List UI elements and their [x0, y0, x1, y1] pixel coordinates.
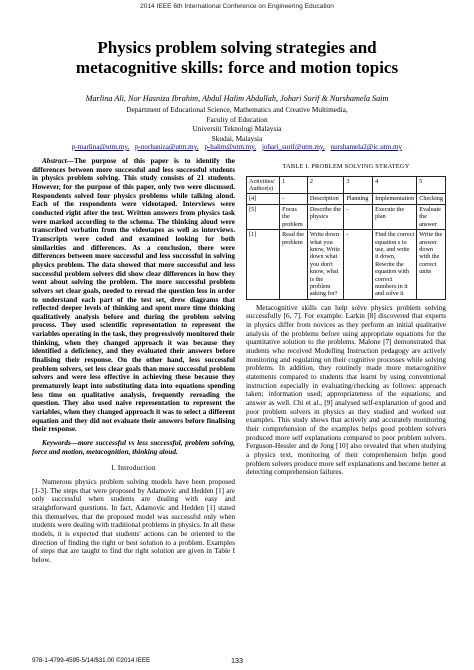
conference-header: 2014 IEEE 6th International Conference on Engineering Education: [140, 3, 334, 10]
table-cell: Planning: [344, 194, 373, 204]
table-cell: Describe the physics: [307, 204, 343, 229]
table-cell: Description: [307, 194, 343, 204]
table-cell: Find the correct equation s to use, and write it down, Rewrite the equation with correct numbers in it and solve it: [373, 230, 417, 300]
email-list: [20, 143, 454, 151]
table-cell: -: [344, 204, 373, 229]
table-cell: -: [344, 230, 373, 300]
affiliation-line: Universiti Teknologi Malaysia: [192, 124, 282, 134]
body-paragraph: Metacognitive skills can help solve physics problem solving successfully [6, 7]. For example: Larkin [8] discovered that experts in physics differ from novices as they perform an initial qualitative analysis of the problems before using appropriate equations for the quantitative solution to the problems. Malone [7] demonstrated that students who received Modelling Instruction pedagogy are actively monitoring and regulating on their cognitive processes while solving problems. In addition, they routinely made more metacognitive statements compared to students that learnt by using conventional instruction especially in evaluating/checking as follows: approach taken; information used; appropriateness of the equations; and answer as well. Chi et al., [9] analysed self-explanation of good and poor problem solvers in physics as they studied and worked out examples. This study shows that actively and accurately monitoring their comprehension of the examples helps good problem solvers produced more self explanations compared to poor problem solvers. Ferguson-Hessler and de Jong [10] also revealed that when studying a physics text, monitoring of their comprehension helps good problem solvers produce more self explanations and become better at detecting comprehension failures.: [246, 303, 446, 477]
table-header-cell: Activities/ Author(s): [247, 176, 280, 194]
email-link[interactable]: p-halim@utm.my,: [204, 143, 257, 151]
email-link[interactable]: nurshamela2@ic.utm.my: [330, 143, 403, 151]
table-row: [247, 204, 446, 229]
table-header-cell: 5: [417, 176, 446, 194]
table-title: TABLE I. PROBLEM SOLVING STRATEGY: [282, 163, 410, 170]
section-heading-introduction: I. Introduction: [111, 464, 156, 473]
table-cell: Checking: [417, 194, 446, 204]
table-row: [247, 194, 446, 204]
table-cell: Execute the plan: [373, 204, 417, 229]
table-cell: Write down what you know, Write down what you don't know, what is the problem asking for?: [307, 230, 343, 300]
abstract: [32, 157, 235, 434]
table-cell: [1]: [247, 230, 280, 300]
table-cell: Write the answer down with the correct units: [417, 230, 446, 300]
abstract-body: —The purpose of this paper is to identify the differences between more successful and less successful students in physics problem solving. This study consists of 21 students. However, for the purpose of this paper, only two were discussed. Respondents solved four physics problems while talking aloud. Each of the respondents were videotaped. Interviews were conducted right after the test. Written answers from physics task were marked according to the schema. The thinking aloud were transcribed verbatim from the videotapes as well as interviews. Transcripts were coded and examined looking for both similarities and differences. As a conclusion, there were differences between more successful and less successful in solving physics problem. The data showed that more successful and less successful problem solvers did show clear differences in how they went about solving the problem. The more successful problem solvers set clear goals, needed to reread the question less in order to understand each part of the test set, drew diagrams that reflected deeper levels of thinking and spent more time thinking qualitatively analysis before and during the problem solving process. They used scientific representation to represent the variables operating in the task, they progressively monitored their thinking, when they changed approach it was because they identified a deficiency, and they evaluated their answers before finalising their response. On the other hand, less successful problem solvers, set less clear goals than more successful problem solvers and were less effective in achieving these because they prematurely leapt into substituting data into equations spending less time on qualitative analysis, frequently rereading the question. They also used naive representation to represent the variables, when they changed approach it was to select a different equation and they did not evaluate their answers before finalising their response.: [32, 157, 235, 434]
affiliation-line: Skudai, Malaysia: [211, 133, 263, 143]
abstract-label: Abstract: [42, 157, 67, 165]
email-link[interactable]: johari_surif@utm.my,: [261, 143, 325, 151]
table-cell: -: [280, 194, 308, 204]
table-cell: [5]: [247, 204, 280, 229]
table-header-cell: 3: [344, 176, 373, 194]
table-cell: [4]: [247, 194, 280, 204]
copyright-footer: 978-1-4799-4595-5/14/$31.00 ©2014 IEEE: [32, 657, 151, 664]
table-cell: Implementation: [373, 194, 417, 204]
affiliation-line: Faculty of Education: [206, 114, 268, 124]
affiliation: [20, 105, 454, 143]
email-link[interactable]: p-norhaniza@utm.my,: [134, 143, 199, 151]
paper-title: [20, 38, 454, 78]
table-cell: Focus the problem: [280, 204, 308, 229]
author-list: Marlina Ali, Nor Hasniza Ibrahim, Abdul Halim Abdullah, Johari Surif & Nurshamela Saim: [85, 94, 389, 103]
table-header-cell: 4: [373, 176, 417, 194]
page-number: 133: [231, 656, 243, 665]
affiliation-line: Department of Educational Science, Mathematics and Creative Multimedia,: [126, 105, 348, 114]
table-cell: Read the problem: [280, 230, 308, 300]
table-header-row: [247, 176, 446, 194]
right-column: [246, 163, 446, 477]
table-header-cell: 1: [280, 176, 308, 194]
email-link[interactable]: p-marlina@utm.my,: [71, 143, 130, 151]
keywords: Keywords—more successful vs less successful, problem solving, force and motion, metacognition, thinking aloud.: [32, 439, 235, 456]
table-row: [247, 230, 446, 300]
problem-solving-table: [246, 176, 446, 300]
table-header-cell: 2: [307, 176, 343, 194]
left-column: [32, 157, 235, 565]
introduction-paragraph: Numerous physics problem solving models have been proposed [1-3]. The steps that were proposed by Adamovic and Hedden [1] are only successful when students are dealing with easy and straightforward questions. In fact, Adamovic and Hedden [1] stated this themselves, that the proposed model was successful only when students were dealing with traditional problems in physics. In all these models, it is expected that students' actions can be oriented to the direction of finding the right or best solution to a problem. Examples of steps that are taught to find the right solution are given in Table I below.: [32, 477, 235, 564]
title-line-2: metacognitive skills: force and motion topics: [75, 58, 399, 77]
table-cell: Evaluate the answer: [417, 204, 446, 229]
title-line-1: Physics problem solving strategies and: [97, 38, 377, 57]
